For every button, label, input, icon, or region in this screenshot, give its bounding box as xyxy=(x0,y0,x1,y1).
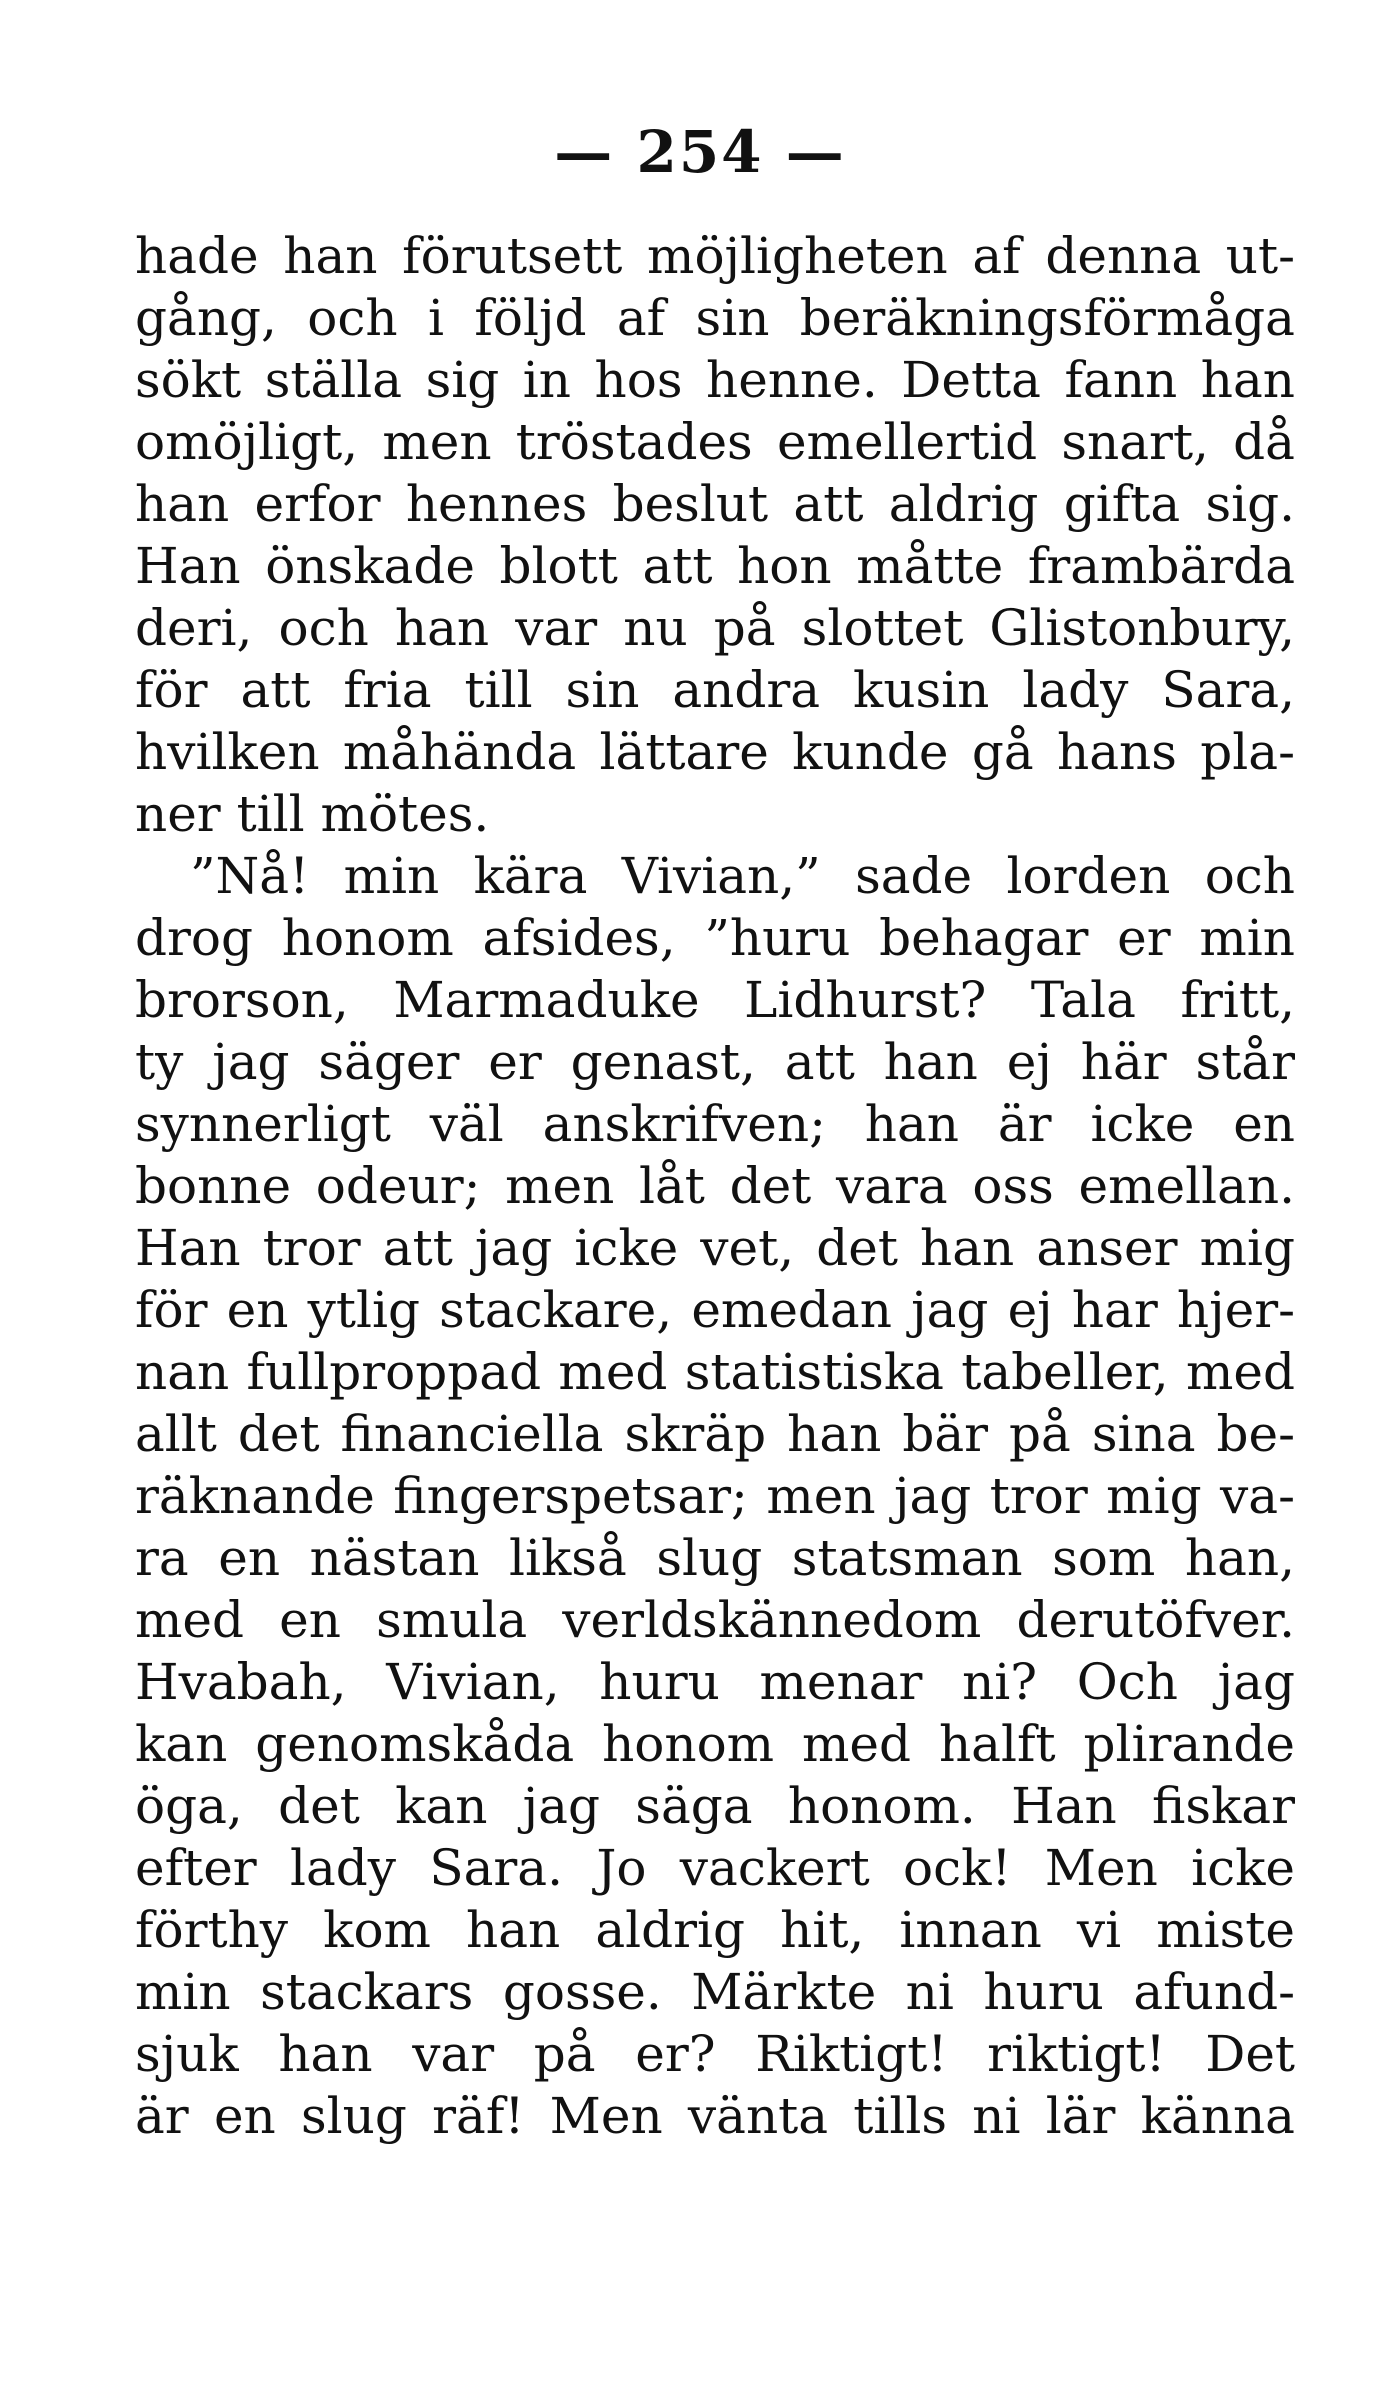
text-line: brorson, Marmaduke Lidhurst? Tala fritt, xyxy=(135,971,1295,1029)
text-line: han erfor hennes beslut att aldrig gifta sig. xyxy=(135,475,1295,533)
text-line: Han tror att jag icke vet, det han anser mig xyxy=(135,1219,1295,1277)
text-line: är en slug räf! Men vänta tills ni lär känna xyxy=(135,2087,1295,2145)
text-line: kan genomskåda honom med halft plirande xyxy=(135,1715,1295,1773)
text-line: efter lady Sara. Jo vackert ock! Men icke xyxy=(135,1839,1295,1897)
text-line: allt det financiella skräp han bär på sina be- xyxy=(135,1405,1295,1463)
text-line: räknande fingerspetsar; men jag tror mig va- xyxy=(135,1467,1295,1525)
text-line: drog honom afsides, ”huru behagar er min xyxy=(135,909,1295,967)
text-line: ner till mötes. xyxy=(135,785,490,843)
text-line: nan fullproppad med statistiska tabeller, med xyxy=(135,1343,1295,1401)
body-text xyxy=(135,225,1295,2147)
text-line: för att fria till sin andra kusin lady Sara, xyxy=(135,661,1295,719)
text-line: öga, det kan jag säga honom. Han fiskar xyxy=(135,1777,1295,1835)
text-line: Han önskade blott att hon måtte frambärda xyxy=(135,537,1295,595)
text-line: sjuk han var på er? Riktigt! riktigt! Det xyxy=(135,2025,1295,2083)
text-line: Hvabah, Vivian, huru menar ni? Och jag xyxy=(135,1653,1295,1711)
text-line: förthy kom han aldrig hit, innan vi miste xyxy=(135,1901,1295,1959)
text-line: för en ytlig stackare, emedan jag ej har hjer- xyxy=(135,1281,1295,1339)
text-line: med en smula verldskännedom derutöfver. xyxy=(135,1591,1295,1649)
text-line: bonne odeur; men låt det vara oss emellan. xyxy=(135,1157,1295,1215)
text-line: synnerligt väl anskrifven; han är icke en xyxy=(135,1095,1295,1153)
text-line: ”Nå! min kära Vivian,” sade lorden och xyxy=(190,847,1295,905)
text-line: deri, och han var nu på slottet Glistonbury, xyxy=(135,599,1295,657)
text-line: hvilken måhända lättare kunde gå hans pla- xyxy=(135,723,1295,781)
text-line: hade han förutsett möjligheten af denna ut- xyxy=(135,227,1295,285)
text-line: ty jag säger er genast, att han ej här står xyxy=(135,1033,1295,1091)
text-line: gång, och i följd af sin beräkningsförmåga xyxy=(135,289,1295,347)
text-line: sökt ställa sig in hos henne. Detta fann han xyxy=(135,351,1295,409)
text-line: min stackars gosse. Märkte ni huru afund- xyxy=(135,1963,1295,2021)
text-line: omöjligt, men tröstades emellertid snart, då xyxy=(135,413,1295,471)
text-line: ra en nästan likså slug statsman som han, xyxy=(135,1529,1295,1587)
page-number: — 254 — xyxy=(554,118,846,186)
